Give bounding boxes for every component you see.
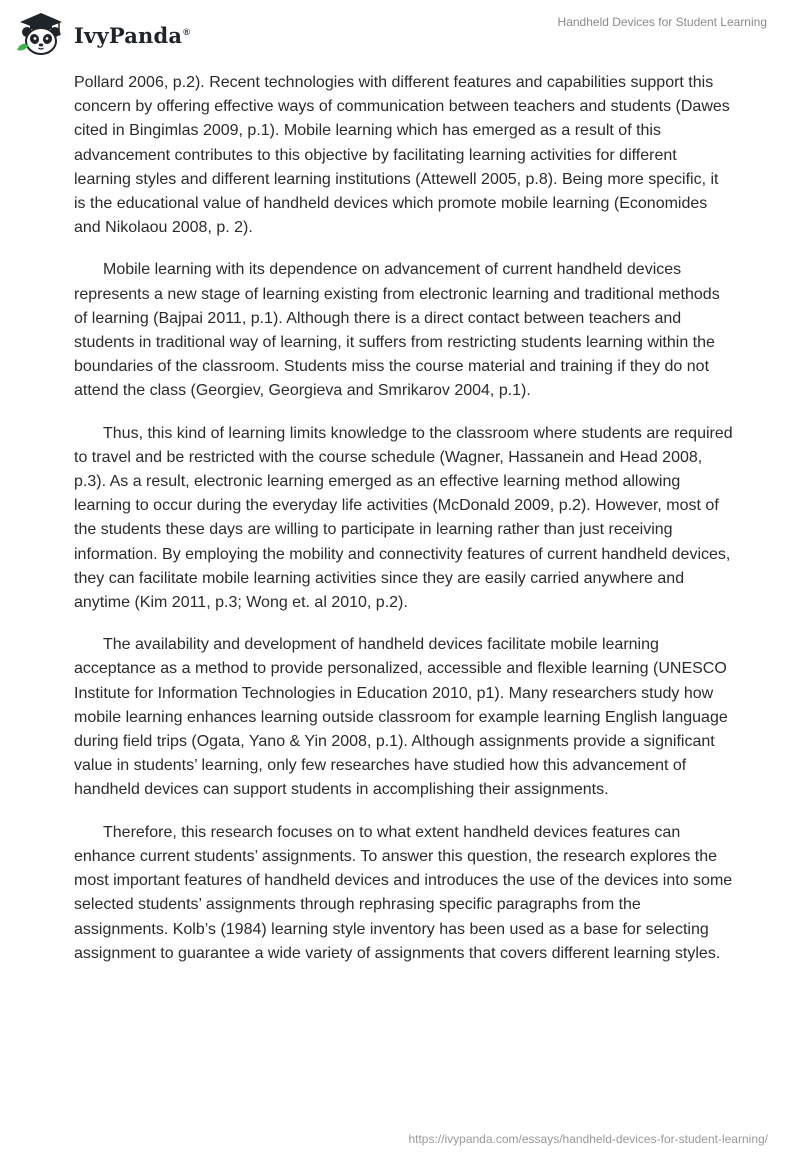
paragraph-2: Mobile learning with its dependence on advancement of current handheld devices represents a new stage of learning existing from electronic learning and traditional methods of learning (Bajpai 2011, p.1). Although there is a direct contact between teachers and students in traditional way of learning, it suffers from restricting students learning within the boundaries of the classroom. Students miss the course material and training if they do not attend the class (Georgiev, Georgieva and Smrikarov 2004, p.1). [74,261,720,400]
registered-mark: ® [183,26,191,37]
paragraph-3: Thus, this kind of learning limits knowledge to the classroom where students are required to travel and be restricted with the course schedule (Wagner, Hassanein and Head 2008, p.3). As a result, electronic learning emerged as an effective learning method allowing learning to occur during the everyday life activities (McDonald 2009, p.2). However, most of the students these days are willing to participate in learning rather than just receiving information. By employing the mobility and connectivity features of current handheld devices, they can facilitate mobile learning activities since they are easily carried anywhere and anytime (Kim 2011, p.3; Wong et. al 2010, p.2). [74,424,733,612]
logo-wordmark: IvyPanda® [74,22,191,48]
paragraph-4: The availability and development of handheld devices facilitate mobile learning acceptance as a method to provide personalized, accessible and flexible learning (UNESCO Institute for Information Technologies in Education 2010, p1). Many researchers study how mobile learning enhances learning outside classroom for example learning English language during field trips (Ogata, Yano & Yin 2008, p.1). Although assignments provide a significant value in students’ learning, only few researches have studied how this advancement of handheld devices can support students in accomplishing their assignments. [74,636,728,799]
essay-body [74,71,734,984]
running-title: Handheld Devices for Student Learning [557,15,767,29]
ivypanda-logo[interactable] [14,10,190,56]
page-header [0,0,800,70]
paragraph-1: Pollard 2006, p.2). Recent technologies with different features and capabilities support this concern by offering effective ways of communication between teachers and students (Dawes cited in Bingimlas 2009, p.1). Mobile learning which has emerged as a result of this advancement contributes to this objective by facilitating learning activities for different learning styles and different learning institutions (Attewell 2005, p.8). Being more specific, it is the educational value of handheld devices which promote mobile learning (Economides and Nikolaou 2008, p. 2). [74,74,730,237]
source-url[interactable]: https://ivypanda.com/essays/handheld-devices-for-student-learning/ [408,1132,768,1146]
paragraph-5: Therefore, this research focuses on to what extent handheld devices features can enhance current students’ assignments. To answer this question, the research explores the most important features of handheld devices and introduces the use of the devices into some selected students’ assignments through rephrasing specific paragraphs from the assignments. Kolb’s (1984) learning style inventory has been used as a base for selecting assignment to guarantee a wide variety of assignments that covers different learning styles. [74,823,733,962]
panda-graduate-icon [14,10,70,56]
